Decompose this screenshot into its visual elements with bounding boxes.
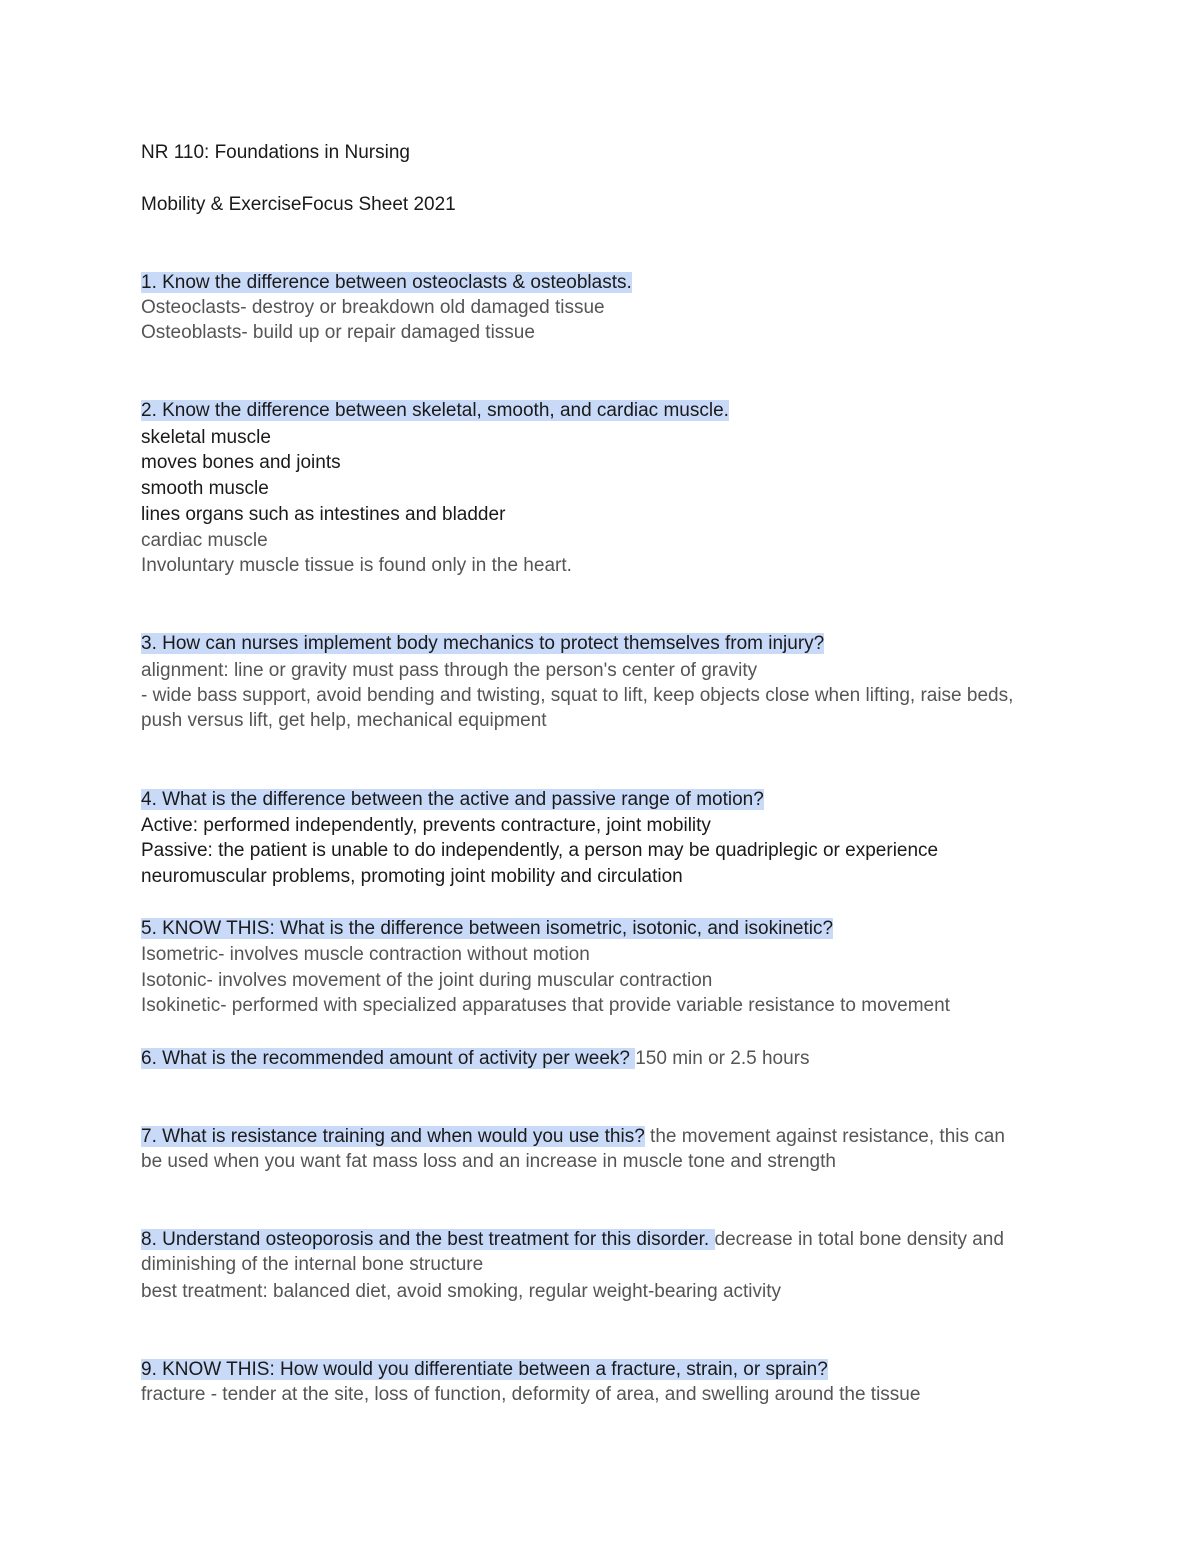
answer-4-line-1: Active: performed independently, prevents contracture, joint mobility [141, 815, 711, 836]
answer-2-line-6: Involuntary muscle tissue is found only in the heart. [141, 555, 572, 576]
answer-9-line-1: fracture - tender at the site, loss of function, deformity of area, and swelling around the tissue [141, 1384, 921, 1405]
question-1 [141, 270, 632, 296]
answer-2-line-4: lines organs such as intestines and bladder [141, 504, 506, 525]
course-title: NR 110: Foundations in Nursing [141, 142, 410, 163]
question-4 [141, 787, 764, 813]
answer-5-line-2: Isotonic- involves movement of the joint during muscular contraction [141, 970, 713, 991]
answer-8-inline: decrease in total bone density and [714, 1229, 1004, 1250]
question-7-text: 7. What is resistance training and when would you use this? [141, 1126, 645, 1147]
answer-2-line-2: moves bones and joints [141, 452, 341, 473]
question-6 [141, 1046, 810, 1072]
answer-8-line-2: best treatment: balanced diet, avoid smoking, regular weight-bearing activity [141, 1281, 782, 1302]
answer-6-inline: 150 min or 2.5 hours [635, 1048, 810, 1069]
answer-7-line-1: be used when you want fat mass loss and an increase in muscle tone and strength [141, 1151, 836, 1172]
answer-1-line-2: Osteoblasts- build up or repair damaged tissue [141, 322, 535, 343]
answer-8-line-1: diminishing of the internal bone structure [141, 1254, 484, 1275]
answer-3-line-3: push versus lift, get help, mechanical equipment [141, 710, 547, 731]
answer-3-line-1: alignment: line or gravity must pass through the person's center of gravity [141, 660, 758, 681]
question-1-text: 1. Know the difference between osteoclasts & osteoblasts. [141, 272, 632, 293]
question-8 [141, 1227, 1004, 1253]
question-4-text: 4. What is the difference between the active and passive range of motion? [141, 789, 764, 810]
question-5-text: 5. KNOW THIS: What is the difference between isometric, isotonic, and isokinetic? [141, 918, 834, 939]
question-5 [141, 916, 833, 942]
answer-4-line-3: neuromuscular problems, promoting joint mobility and circulation [141, 866, 683, 887]
question-9 [141, 1357, 828, 1383]
question-3 [141, 631, 824, 657]
question-7 [141, 1124, 1005, 1150]
question-9-text: 9. KNOW THIS: How would you differentiate between a fracture, strain, or sprain? [141, 1359, 828, 1380]
question-6-text: 6. What is the recommended amount of activity per week? [141, 1048, 636, 1069]
question-2 [141, 398, 729, 424]
sheet-title: Mobility & ExerciseFocus Sheet 2021 [141, 194, 456, 215]
question-3-text: 3. How can nurses implement body mechanics to protect themselves from injury? [141, 633, 825, 654]
answer-5-line-1: Isometric- involves muscle contraction without motion [141, 944, 590, 965]
answer-2-line-5: cardiac muscle [141, 530, 268, 551]
answer-2-line-1: skeletal muscle [141, 427, 271, 448]
question-2-text: 2. Know the difference between skeletal, smooth, and cardiac muscle. [141, 400, 729, 421]
answer-2-line-3: smooth muscle [141, 478, 269, 499]
answer-3-line-2: - wide bass support, avoid bending and twisting, squat to lift, keep objects close when lifting, raise beds, [141, 685, 1014, 706]
answer-1-line-1: Osteoclasts- destroy or breakdown old damaged tissue [141, 297, 605, 318]
answer-7-inline: the movement against resistance, this can [644, 1126, 1005, 1147]
answer-4-line-2: Passive: the patient is unable to do independently, a person may be quadriplegic or experience [141, 840, 939, 861]
question-8-text: 8. Understand osteoporosis and the best treatment for this disorder. [141, 1229, 715, 1250]
answer-5-line-3: Isokinetic- performed with specialized apparatuses that provide variable resistance to movement [141, 995, 950, 1016]
